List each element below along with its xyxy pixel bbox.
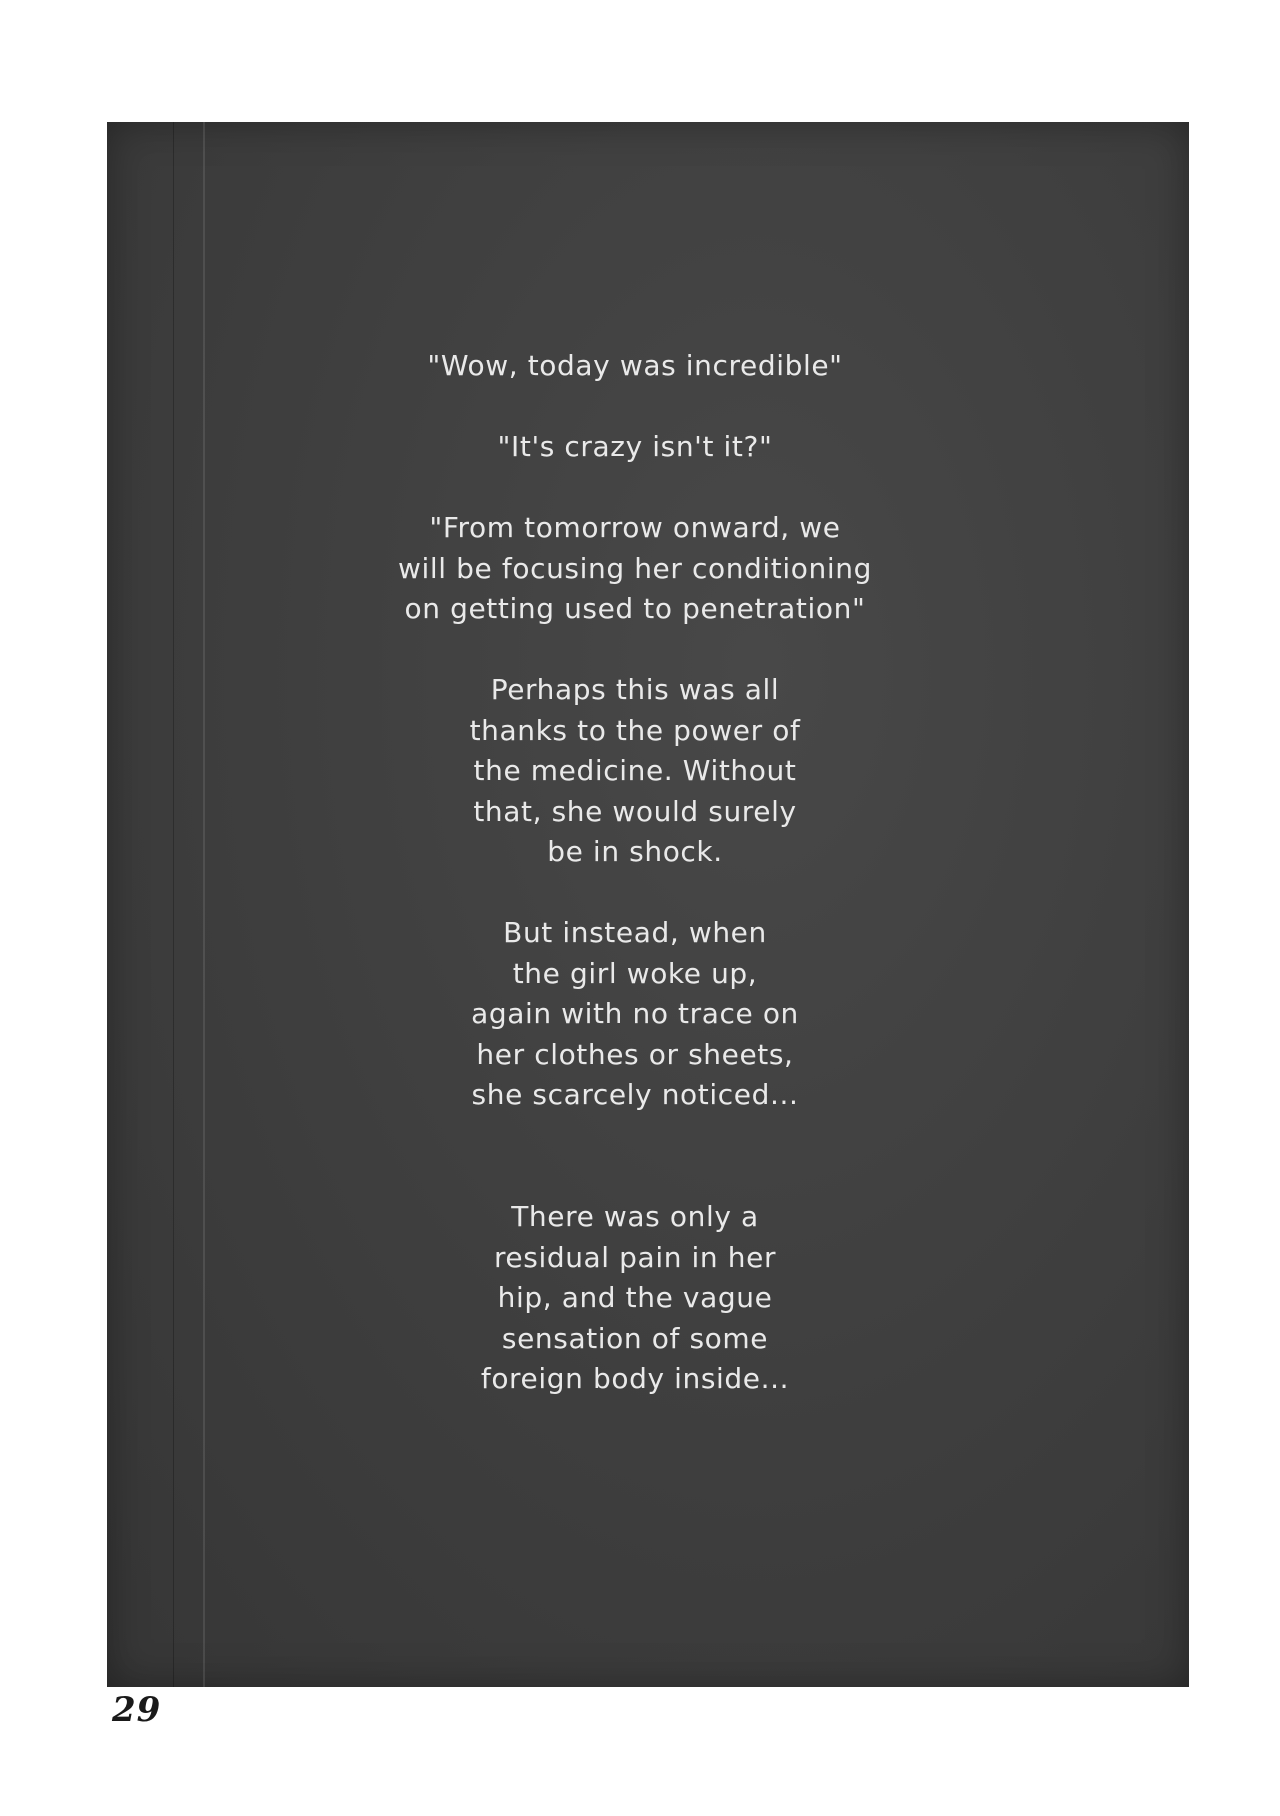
paragraph-dialogue-1: "Wow, today was incredible": [427, 349, 843, 382]
paragraph-narration-1: Perhaps this was all thanks to the power of the medicine. Without that, she would surely be in shock.: [469, 673, 801, 868]
paragraph-dialogue-2: "It's crazy isn't it?": [497, 430, 773, 463]
paragraph-dialogue-3: "From tomorrow onward, we will be focusing her conditioning on getting used to penetration": [398, 511, 872, 625]
paragraph-narration-3: There was only a residual pain in her hip, and the vague sensation of some foreign body inside...: [480, 1200, 790, 1395]
page-number: 29: [112, 1690, 162, 1730]
paragraph-narration-2: But instead, when the girl woke up, again with no trace on her clothes or sheets, she scarcely noticed...: [471, 916, 799, 1111]
